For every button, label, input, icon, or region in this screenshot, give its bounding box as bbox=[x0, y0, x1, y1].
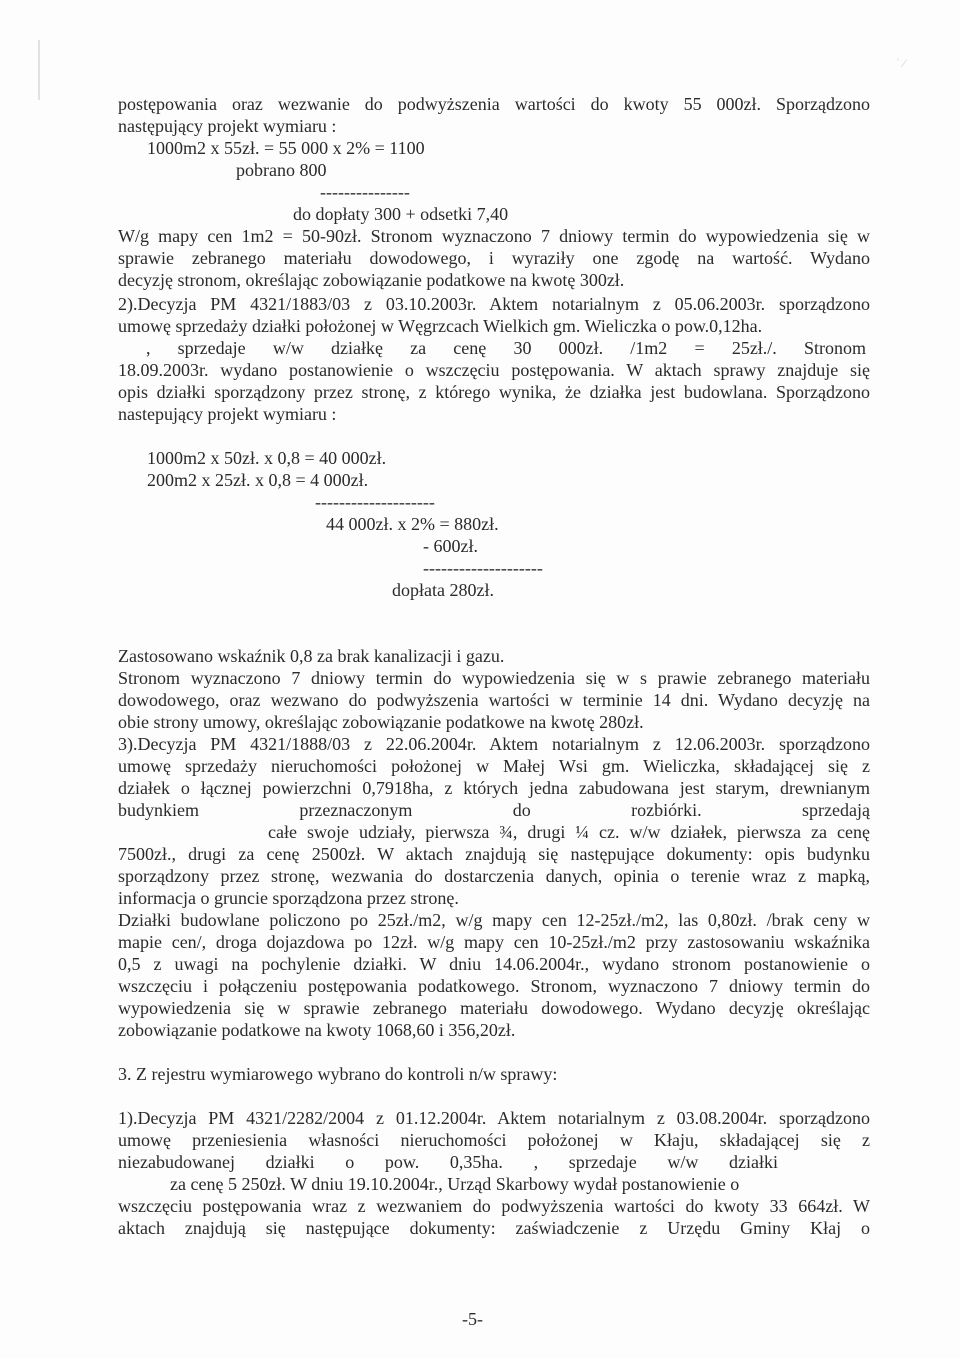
text-line: 1000m2 x 55zł. = 55 000 x 2% = 1100 bbox=[147, 138, 425, 158]
text-line: -------------------- bbox=[315, 492, 435, 512]
text-line: 7500zł., drugi za cenę 2500zł. W aktach znajdują się następujące dokumenty: opis budynku bbox=[118, 844, 870, 864]
text-line: 3).Decyzja PM 4321/1888/03 z 22.06.2004r. Aktem notarialnym z 12.06.2003r. sporządzono bbox=[118, 734, 870, 754]
text-line: pobrano 800 bbox=[236, 160, 327, 180]
text-line: umowę sprzedaży działki położonej w Węgrzcach Wielkich gm. Wieliczka o pow.0,12ha. bbox=[118, 316, 763, 336]
text-line: Zastosowano wskaźnik 0,8 za brak kanalizacji i gazu. bbox=[118, 646, 505, 666]
text-line: umowę sprzedaży nieruchomości położonej w Małej Wsi gm. Wieliczka, składającej się z bbox=[118, 756, 870, 776]
text-line: do dopłaty 300 + odsetki 7,40 bbox=[293, 204, 509, 224]
text-line: 18.09.2003r. wydano postanowienie o wszczęciu postępowania. W aktach sprawy znajduje się bbox=[118, 360, 870, 380]
text-line: dowodowego, oraz wezwano do podwyższenia wartości w terminie 14 dni. Wydano decyzję na bbox=[118, 690, 870, 710]
text-line: 200m2 x 25zł. x 0,8 = 4 000zł. bbox=[147, 470, 369, 490]
page-number: -5- bbox=[462, 1309, 483, 1329]
text-line: zobowiązanie podatkowe na kwoty 1068,60 i 356,20zł. bbox=[118, 1020, 516, 1040]
text-line: Działki budowlane policzono po 25zł./m2, w/g mapy cen 12-25zł./m2, las 0,80zł. /brak ceny w bbox=[118, 910, 870, 930]
text-line: dopłata 280zł. bbox=[392, 580, 494, 600]
text-line: opis działki sporządzony przez stronę, z którego wynika, że działka jest budowlana. Sporządzono bbox=[118, 382, 870, 402]
text-line: sprawie zebranego materiału dowodowego, i wyraziły one zgodę na wartość. Wydano bbox=[118, 248, 870, 268]
text-line: 2).Decyzja PM 4321/1883/03 z 03.10.2003r. Aktem notarialnym z 05.06.2003r. sporządzono bbox=[118, 294, 870, 314]
text-line: - 600zł. bbox=[423, 536, 478, 556]
text-line: 1).Decyzja PM 4321/2282/2004 z 01.12.2004r. Aktem notarialnym z 03.08.2004r. sporządzono bbox=[118, 1108, 870, 1128]
scan-edge-mark bbox=[38, 40, 40, 100]
text-line: --------------- bbox=[320, 182, 410, 202]
text-line: obie strony umowy, określając zobowiązanie podatkowe na kwotę 280zł. bbox=[118, 712, 644, 732]
text-line: działek o łącznej powierzchni 0,7918ha, z których jedna zabudowana jest starym, drewnianym bbox=[118, 778, 870, 798]
text-line: całe swoje udziały, pierwsza ¾, drugi ¼ cz. w/w działek, pierwsza za cenę bbox=[268, 822, 870, 842]
text-line: umowę przeniesienia własności nieruchomości położonej w Kłaju, składającej się z bbox=[118, 1130, 870, 1150]
text-line: -------------------- bbox=[423, 558, 543, 578]
text-line: sporządzony przez stronę, wezwania do dostarczenia danych, opinia o terenie wraz z mapką, bbox=[118, 866, 870, 886]
text-line: mapie cen/, droga dojazdowa po 12zł. w/g mapy cen 10-25zł./m2 przy zastosowaniu wskaźnika bbox=[118, 932, 870, 952]
text-line: nastepujący projekt wymiaru : bbox=[118, 404, 337, 424]
text-line: Stronom wyznaczono 7 dniowy termin do wypowiedzenia się w s prawie zebranego materiału bbox=[118, 668, 870, 688]
text-line: następujący projekt wymiaru : bbox=[118, 116, 337, 136]
text-line: wypowiedzenia się w sprawie zebranego materiału dowodowego. Wydano decyzję określając bbox=[118, 998, 870, 1018]
text-line: 3. Z rejestru wymiarowego wybrano do kontroli n/w sprawy: bbox=[118, 1064, 558, 1084]
text-line: aktach znajdują się następujące dokumenty: zaświadczenie z Urzędu Gminy Kłaj o bbox=[118, 1218, 870, 1238]
text-line: 44 000zł. x 2% = 880zł. bbox=[326, 514, 499, 534]
text-line: decyzję stronom, określając zobowiązanie podatkowe na kwotę 300zł. bbox=[118, 270, 625, 290]
text-line: 0,5 z uwagi na pochylenie działki. W dniu 14.06.2004r., wydano stronom postanowienie o bbox=[118, 954, 870, 974]
text-line: wszczęciu i połączeniu postępowania podatkowego. Stronom, wyznaczono 7 dniowy termin do bbox=[118, 976, 870, 996]
text-line: postępowania oraz wezwanie do podwyższenia wartości do kwoty 55 000zł. Sporządzono bbox=[118, 94, 870, 114]
text-line: W/g mapy cen 1m2 = 50-90zł. Stronom wyznaczono 7 dniowy termin do wypowiedzenia się w bbox=[118, 226, 870, 246]
text-line: 1000m2 x 50zł. x 0,8 = 40 000zł. bbox=[147, 448, 387, 468]
text-line: , sprzedaje w/w działkę za cenę 30 000zł. /1m2 = 25zł./. Stronom bbox=[146, 338, 866, 358]
text-line: niezabudowanej działki o pow. 0,35ha. , sprzedaje w/w działki bbox=[118, 1152, 778, 1172]
text-line: wszczęciu postępowania wraz z wezwaniem do podwyższenia wartości do kwoty 33 664zł. W bbox=[118, 1196, 870, 1216]
text-line: informacja o gruncie sporządzona przez stronę. bbox=[118, 888, 459, 908]
text-line: budynkiem przeznaczonym do rozbiórki. sprzedają bbox=[118, 800, 870, 820]
text-line: za cenę 5 250zł. W dniu 19.10.2004r., Urząd Skarbowy wydał postanowienie o bbox=[170, 1174, 740, 1194]
scan-speck: ˈ ⁄ bbox=[896, 56, 905, 70]
